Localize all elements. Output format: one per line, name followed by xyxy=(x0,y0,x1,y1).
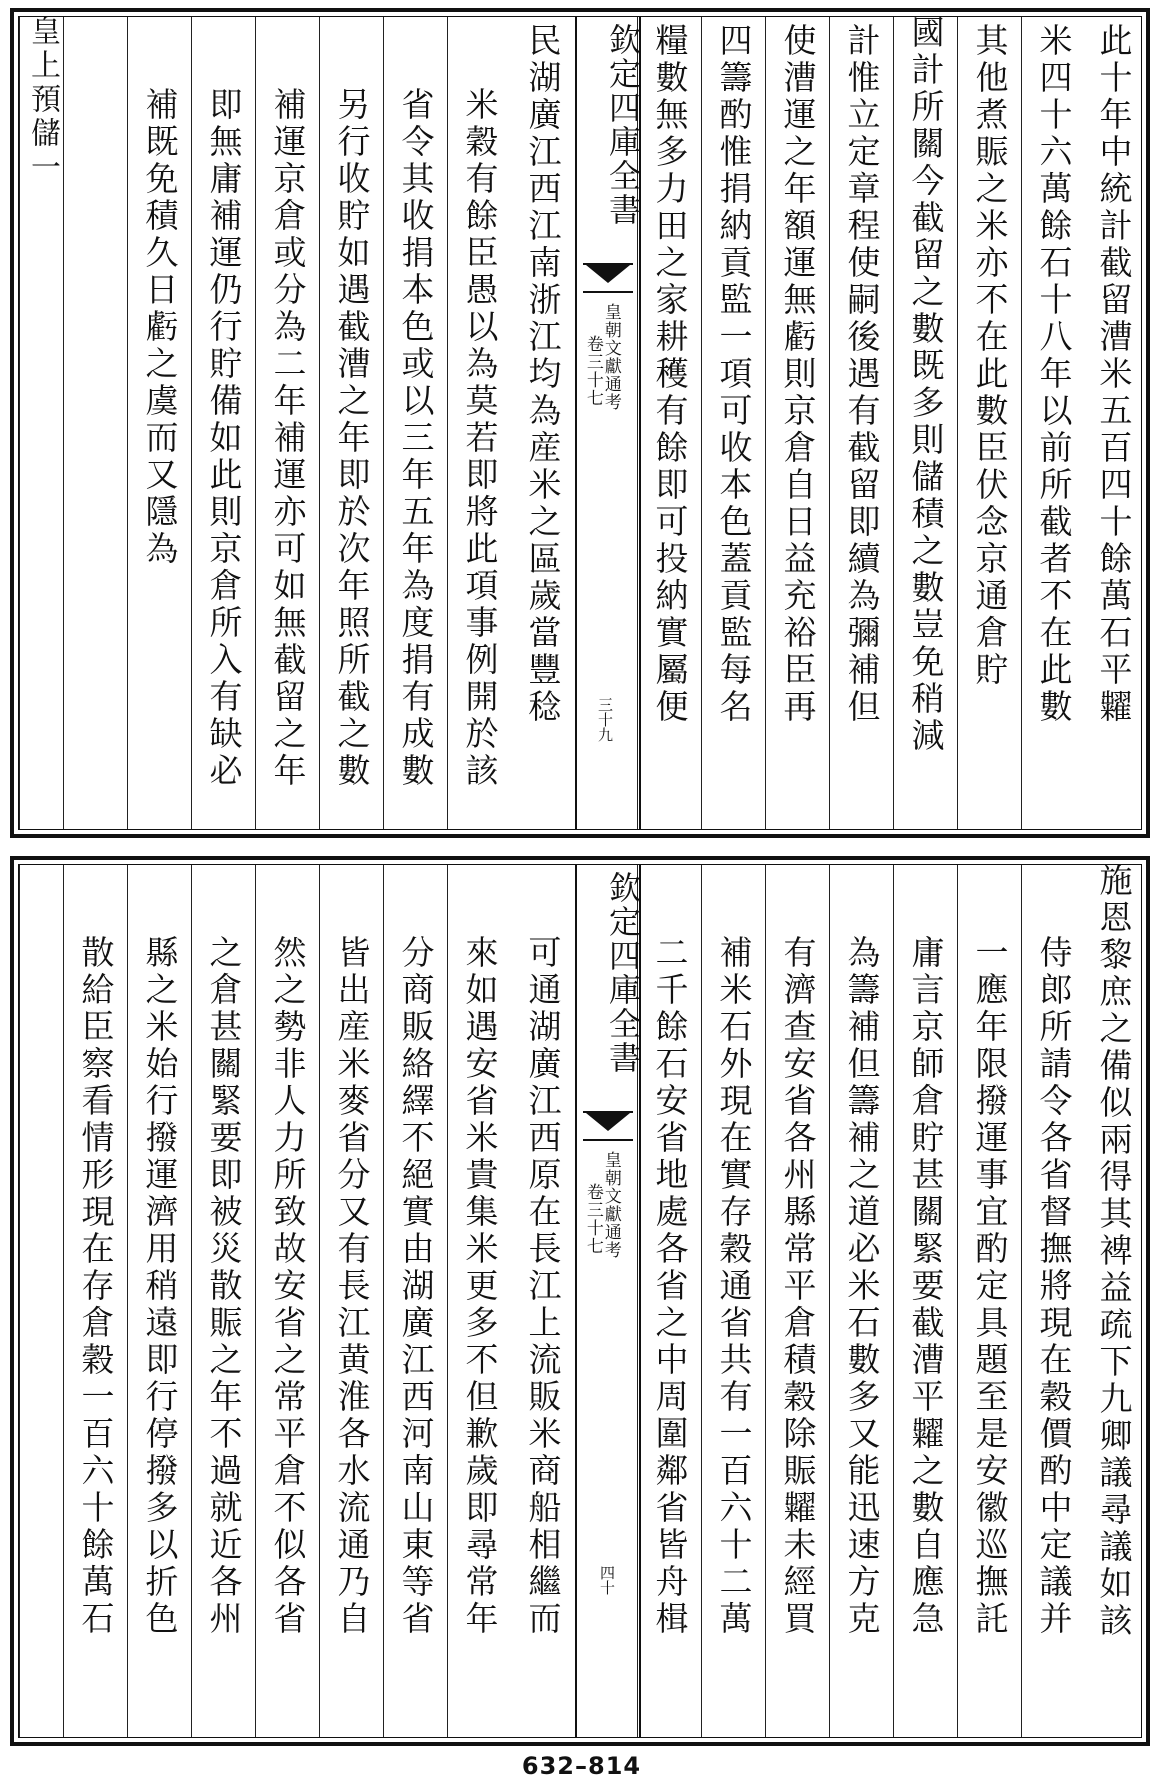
column-text: 另行收貯如遇截漕之年即於次年照所截之數 xyxy=(332,87,372,790)
text-column xyxy=(1085,17,1143,829)
column-text: 即無庸補運仍行貯備如此則京倉所入有缺必 xyxy=(204,87,244,790)
book-subtitle: 皇朝文獻通考 xyxy=(600,1151,621,1259)
center-fold-strip xyxy=(575,17,641,829)
text-column xyxy=(637,17,702,829)
column-text: 散給臣察看情形現在存倉穀一百六十餘萬石 xyxy=(76,935,116,1638)
column-text: 使漕運之年額運無虧則京倉自日益充裕臣再 xyxy=(778,23,818,726)
book-title: 欽定四庫全書 xyxy=(604,871,642,1075)
column-text: 為籌補但籌補之道必米石數多又能迅速方克 xyxy=(842,935,882,1638)
column-text: 侍郎所請令各省督撫將現在穀價酌中定議并 xyxy=(1034,935,1074,1638)
text-column xyxy=(127,865,192,1737)
center-fold-strip xyxy=(575,865,641,1737)
text-column xyxy=(63,865,128,1737)
column-text: 糧數無多力田之家耕穫有餘即可投納實屬便 xyxy=(650,23,690,726)
column-text: 皆出産米麥省分又有長江黄淮各水流通乃自 xyxy=(332,935,372,1638)
column-text: 皇上預儲一 xyxy=(25,15,60,185)
column-text: 米穀有餘臣愚以為莫若即將此項事例開於該 xyxy=(460,87,500,790)
text-column xyxy=(383,865,448,1737)
column-text: 之倉甚關緊要即被災散賑之年不過就近各州 xyxy=(204,935,244,1638)
column-text: 補既免積久日虧之虞而又隱為 xyxy=(140,87,180,568)
page-bottom-frame xyxy=(18,864,1142,1738)
text-column xyxy=(1021,17,1086,829)
text-column xyxy=(1085,865,1143,1737)
text-column xyxy=(19,865,64,1737)
column-text: 計惟立定章程使嗣後遇有截留即續為彌補但 xyxy=(842,23,882,726)
column-text: 其他煮賑之米亦不在此數臣伏念京通倉貯 xyxy=(970,23,1010,689)
fishtail-mark xyxy=(583,1111,633,1141)
text-column xyxy=(765,17,830,829)
text-column xyxy=(701,865,766,1737)
fishtail-mark xyxy=(583,263,633,293)
column-text: 省令其收捐本色或以三年五年為度捐有成數 xyxy=(396,87,436,790)
text-column xyxy=(383,17,448,829)
text-column xyxy=(637,865,702,1737)
column-text: 米四十六萬餘石十八年以前所截者不在此數 xyxy=(1034,23,1074,726)
column-text: 來如遇安省米貴集米更多不但歉歲即尋常年 xyxy=(460,935,500,1638)
column-text: 施恩黎庶之備似兩得其裨益疏下九卿議尋議如該 xyxy=(1094,863,1134,1640)
text-column xyxy=(319,17,384,829)
book-title: 欽定四庫全書 xyxy=(604,23,642,227)
text-column xyxy=(319,865,384,1737)
text-column xyxy=(893,17,958,829)
page-top xyxy=(10,8,1150,838)
text-column xyxy=(255,17,320,829)
text-column xyxy=(765,865,830,1737)
column-text: 分商販絡繹不絕實由湖廣江西河南山東等省 xyxy=(396,935,436,1638)
text-column xyxy=(63,17,128,829)
column-text: 國計所關今截留之數既多則儲積之數豈免稍減 xyxy=(906,15,946,755)
column-text: 補運京倉或分為二年補運亦可如無截留之年 xyxy=(268,87,308,790)
text-column xyxy=(1021,865,1086,1737)
text-column xyxy=(511,865,575,1737)
text-column xyxy=(191,865,256,1737)
column-text: 此十年中統計截留漕米五百四十餘萬石平糶 xyxy=(1094,23,1134,726)
text-column xyxy=(19,17,64,829)
column-text: 四籌酌惟捐納貢監一項可收本色蓋貢監每名 xyxy=(714,23,754,726)
text-column xyxy=(829,865,894,1737)
column-text: 二千餘石安省地處各省之中周圍鄰省皆舟楫 xyxy=(650,935,690,1638)
text-column xyxy=(447,17,512,829)
column-text: 有濟查安省各州縣常平倉積穀除賑糶未經買 xyxy=(778,935,818,1638)
column-text: 民湖廣江西江南浙江均為産米之區歲當豐稔 xyxy=(523,23,563,726)
page-number: 三十九 xyxy=(596,697,614,742)
text-column xyxy=(829,17,894,829)
book-subtitle: 皇朝文獻通考 xyxy=(600,303,621,411)
text-column xyxy=(511,17,575,829)
column-text: 然之勢非人力所致故安省之常平倉不似各省 xyxy=(268,935,308,1638)
text-column xyxy=(191,17,256,829)
page-number: 四十 xyxy=(598,1565,616,1595)
text-column xyxy=(957,17,1022,829)
column-text: 縣之米始行撥運濟用稍遠即行停撥多以折色 xyxy=(140,935,180,1638)
text-column xyxy=(701,17,766,829)
volume-label: 卷三十七 xyxy=(582,1183,603,1255)
text-column xyxy=(255,865,320,1737)
text-column xyxy=(127,17,192,829)
page-top-frame xyxy=(18,16,1142,830)
column-text: 庸言京師倉貯甚關緊要截漕平糶之數自應急 xyxy=(906,935,946,1638)
page-bottom xyxy=(10,856,1150,1746)
text-column xyxy=(893,865,958,1737)
text-column xyxy=(447,865,512,1737)
volume-label: 卷三十七 xyxy=(582,335,603,407)
text-column xyxy=(957,865,1022,1737)
column-text: 一應年限撥運事宜酌定具題至是安徽巡撫託 xyxy=(970,935,1010,1638)
page-footer-number: 632–814 xyxy=(521,1752,642,1780)
column-text: 補米石外現在實存穀通省共有一百六十二萬 xyxy=(714,935,754,1638)
column-text: 可通湖廣江西原在長江上流販米商船相繼而 xyxy=(523,935,563,1638)
